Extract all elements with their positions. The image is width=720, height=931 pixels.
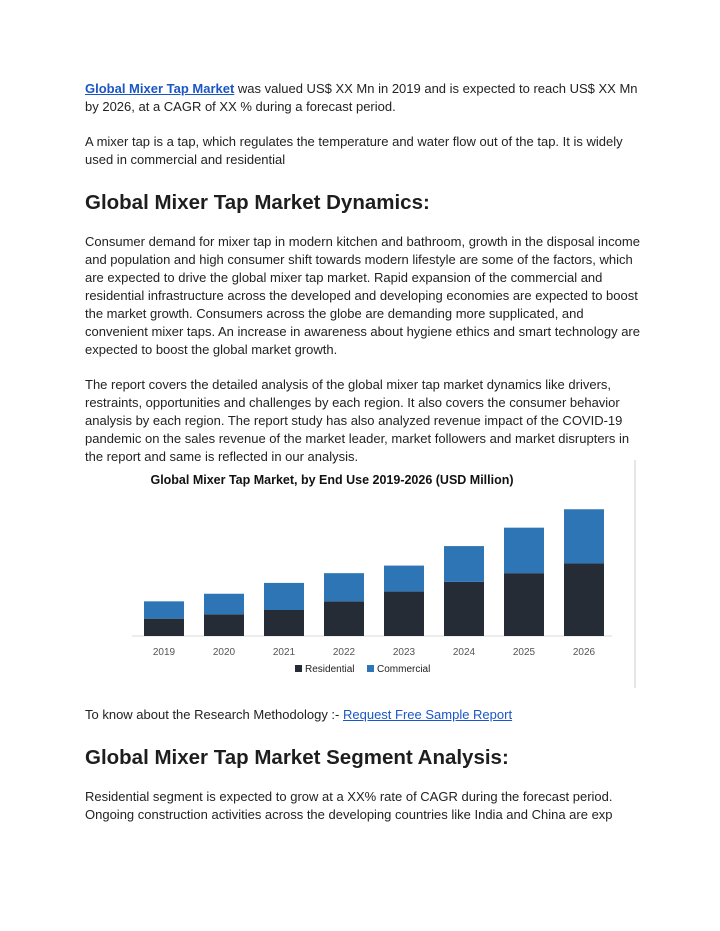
bar-residential-2024 [444, 582, 484, 636]
legend-label-commercial: Commercial [377, 664, 431, 675]
x-tick-2026: 2026 [572, 647, 596, 658]
methodology-text: To know about the Research Methodology :- [85, 707, 343, 722]
x-tick-2022: 2022 [332, 647, 356, 658]
dynamics-paragraph-2: The report covers the detailed analysis of the global mixer tap market dynamics like drivers, restraints, opportunities and challenges by each region. It also covers the consumer behavior analysis by each region. The report study has also analyzed revenue impact of the COVID-19 pandemic on the sales revenue of the market leader, market followers and market disrupters in the report and same is reflected in our analysis. [85, 377, 630, 464]
bar-commercial-2019 [144, 601, 184, 618]
x-tick-2019: 2019 [152, 647, 176, 658]
x-tick-2025: 2025 [512, 647, 536, 658]
segment-paragraph: Residential segment is expected to grow at a XX% rate of CAGR during the forecast period. Ongoing construction activities across the developing countries like India and China are exp [85, 789, 613, 822]
chart-border [634, 460, 636, 688]
chart-svg [115, 458, 637, 692]
bar-residential-2023 [384, 592, 424, 636]
legend-label-residential: Residential [305, 664, 355, 675]
bar-commercial-2020 [204, 594, 244, 615]
market-link[interactable]: Global Mixer Tap Market [85, 81, 235, 96]
article-continued [85, 706, 645, 824]
legend-swatch-commercial [367, 665, 374, 672]
bar-commercial-2021 [264, 583, 304, 610]
bar-commercial-2023 [384, 566, 424, 592]
bar-residential-2025 [504, 573, 544, 636]
stacked-bar-chart [115, 458, 637, 692]
bar-commercial-2026 [564, 509, 604, 563]
bar-commercial-2022 [324, 573, 364, 601]
bar-residential-2026 [564, 563, 604, 636]
bar-commercial-2025 [504, 528, 544, 574]
x-tick-2020: 2020 [212, 647, 236, 658]
bar-residential-2022 [324, 601, 364, 636]
legend-swatch-residential [295, 665, 302, 672]
dynamics-paragraph-1: Consumer demand for mixer tap in modern kitchen and bathroom, growth in the disposal income and population and high consumer shift towards modern lifestyle are some of the factors, which are expected to drive the global mixer tap market. Rapid expansion of the commercial and residential infrastructure across the developed and developing economies are expected to boost the market growth. Consumers across the globe are demanding more supplicated, and convenient mixer taps. An increase in awareness about hygiene ethics and smart technology are expected to boost the global market growth. [85, 234, 640, 357]
x-tick-2021: 2021 [272, 647, 296, 658]
bar-commercial-2024 [444, 546, 484, 582]
bars-group [144, 509, 604, 636]
x-tick-2023: 2023 [392, 647, 416, 658]
x-tick-labels [153, 647, 596, 658]
bar-residential-2019 [144, 619, 184, 636]
methodology-paragraph [85, 706, 645, 724]
definition-paragraph: A mixer tap is a tap, which regulates the temperature and water flow out of the tap. It is widely used in commercial and residential [85, 134, 623, 167]
sample-report-link[interactable]: Request Free Sample Report [342, 707, 513, 722]
chart-title: Global Mixer Tap Market, by End Use 2019-2026 (USD Million) [150, 473, 514, 487]
article [85, 80, 645, 466]
chart-legend [295, 664, 430, 675]
intro-paragraph [85, 80, 645, 116]
x-tick-2024: 2024 [452, 647, 476, 658]
bar-residential-2020 [204, 614, 244, 636]
intro-text: was valued US$ XX Mn in 2019 and is expected to reach US$ XX Mn by 2026, at a CAGR of XX % during a forecast period. [85, 81, 638, 114]
dynamics-heading: Global Mixer Tap Market Dynamics: [85, 191, 430, 214]
segment-heading: Global Mixer Tap Market Segment Analysis: [85, 746, 509, 769]
bar-residential-2021 [264, 610, 304, 636]
